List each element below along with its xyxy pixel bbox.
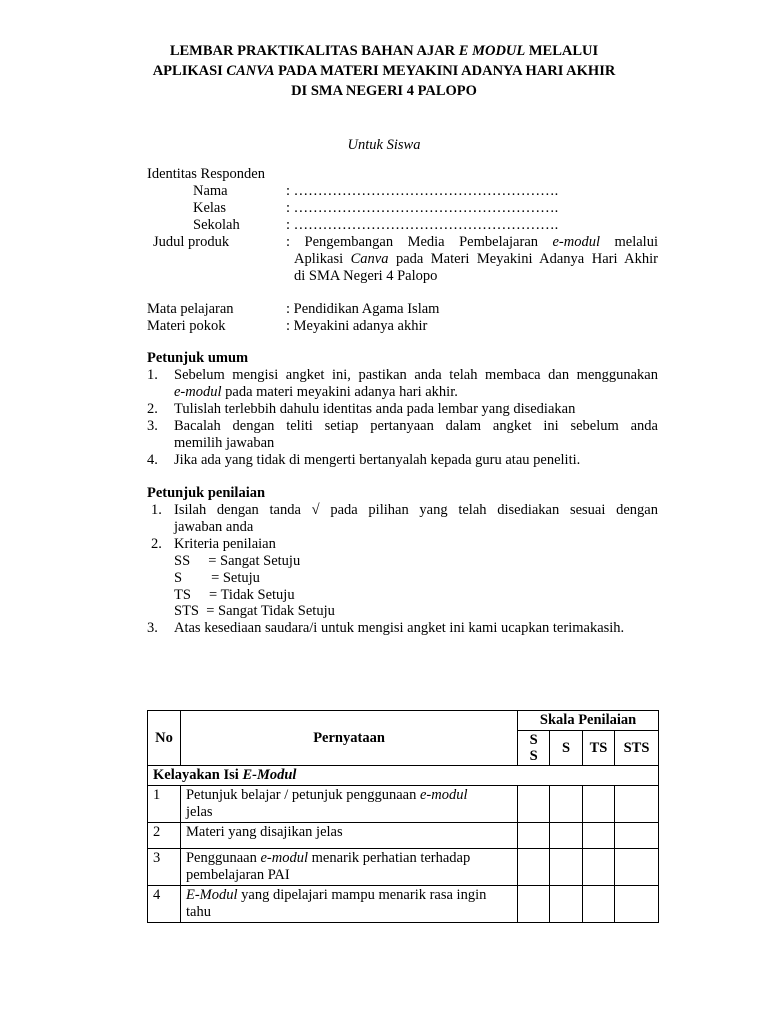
- header-no: No: [148, 711, 181, 766]
- table-row: [148, 849, 659, 886]
- petunjuk-umum-item-1: Sebelum mengisi angket ini, pastikan anda telah membaca dan menggunakan: [174, 367, 658, 383]
- criteria-ss: SS = Sangat Setuju: [174, 553, 301, 569]
- checkbox-ss[interactable]: [518, 886, 550, 923]
- title-text: PADA MATERI MEYAKINI ADANYA HARI AKHIR: [274, 63, 616, 79]
- table-section-row: [148, 766, 659, 786]
- statement-text: tahu: [185, 904, 211, 920]
- header-skala-penilaian: Skala Penilaian: [518, 711, 659, 731]
- petunjuk-umum-item-3-cont: memilih jawaban: [174, 435, 275, 451]
- nama-field: : ……………………………………………….: [286, 183, 559, 199]
- checkbox-ss[interactable]: [518, 849, 550, 886]
- title-italic: CANVA: [226, 63, 275, 79]
- list-number: 1.: [151, 502, 162, 518]
- checkbox-ss[interactable]: [518, 823, 550, 849]
- row-statement: [180, 786, 517, 823]
- subtitle: Untuk Siswa: [347, 137, 421, 153]
- judul-italic: e-modul: [552, 234, 601, 250]
- statement-italic: E-Modul: [185, 887, 238, 903]
- petunjuk-umum-heading: Petunjuk umum: [147, 350, 249, 366]
- item-text: pada materi meyakini adanya hari akhir.: [221, 384, 458, 400]
- nama-label: Nama: [193, 183, 228, 199]
- judul-label: Judul produk: [153, 234, 230, 250]
- mapel-value: : Pendidikan Agama Islam: [286, 301, 440, 317]
- identity-heading: Identitas Responden: [147, 166, 265, 182]
- judul-text: Aplikasi: [294, 251, 351, 267]
- statement-text: Petunjuk belajar / petunjuk penggunaan: [185, 787, 420, 803]
- kelas-field: : ……………………………………………….: [286, 200, 559, 216]
- checkbox-ts[interactable]: [583, 823, 615, 849]
- judul-text: melalui: [600, 234, 658, 250]
- header-s: S: [550, 731, 583, 766]
- checkbox-sts[interactable]: [615, 886, 659, 923]
- mapel-label: Mata pelajaran: [147, 301, 234, 317]
- row-no: 4: [148, 886, 181, 923]
- materi-label: Materi pokok: [147, 318, 226, 334]
- header-ss-char: S: [529, 732, 538, 748]
- header-ts: TS: [583, 731, 615, 766]
- title-text: MELALUI: [525, 43, 599, 59]
- document-title-line-2: [100, 61, 668, 81]
- sekolah-label: Sekolah: [193, 217, 240, 233]
- row-no: 2: [148, 823, 181, 849]
- statement-text: yang dipelajari mampu menarik rasa ingin: [237, 887, 487, 903]
- checkbox-ss[interactable]: [518, 786, 550, 823]
- table-row: [148, 823, 659, 849]
- petunjuk-penilaian-item-2: Kriteria penilaian: [174, 536, 276, 552]
- item-italic: e-modul: [174, 384, 222, 400]
- list-number: 3.: [147, 418, 158, 434]
- petunjuk-penilaian-item-3: Atas kesediaan saudara/i untuk mengisi angket ini kami ucapkan terimakasih.: [174, 620, 625, 636]
- petunjuk-umum-item-4: Jika ada yang tidak di mengerti bertanyalah kepada guru atau peneliti.: [174, 452, 581, 468]
- petunjuk-penilaian-item-1: Isilah dengan tanda √ pada pilihan yang telah disediakan sesuai dengan: [174, 502, 658, 518]
- petunjuk-penilaian-item-1-cont: jawaban anda: [174, 519, 254, 535]
- list-number: 2.: [151, 536, 162, 552]
- checkbox-ts[interactable]: [583, 886, 615, 923]
- list-number: 3.: [147, 620, 158, 636]
- statement-italic: e-modul: [419, 787, 468, 803]
- header-ss-char: S: [529, 748, 538, 764]
- checkbox-sts[interactable]: [615, 786, 659, 823]
- materi-value: : Meyakini adanya akhir: [286, 318, 428, 334]
- row-no: 1: [148, 786, 181, 823]
- petunjuk-umum-item-2: Tulislah terlebbih dahulu identitas anda pada lembar yang disediakan: [174, 401, 576, 417]
- table-row: [148, 786, 659, 823]
- title-text: LEMBAR PRAKTIKALITAS BAHAN AJAR: [169, 43, 459, 59]
- judul-text: : Pengembangan Media Pembelajaran: [286, 234, 553, 250]
- header-sts: STS: [615, 731, 659, 766]
- row-statement: [180, 849, 517, 886]
- table-header-row: [148, 711, 659, 731]
- section-text: Kelayakan Isi: [153, 767, 243, 783]
- rating-table: [147, 710, 659, 923]
- criteria-ts: TS = Tidak Setuju: [174, 587, 295, 603]
- row-no: 3: [148, 849, 181, 886]
- section-kelayakan-isi: [148, 766, 659, 786]
- criteria-s: S = Setuju: [174, 570, 260, 586]
- sekolah-field: : ……………………………………………….: [286, 217, 559, 233]
- statement-italic: e-modul: [260, 850, 308, 866]
- table-row: [148, 886, 659, 923]
- criteria-sts: STS = Sangat Tidak Setuju: [174, 603, 335, 619]
- judul-text: pada Materi Meyakini Adanya Hari Akhir: [388, 251, 658, 267]
- checkbox-s[interactable]: [550, 823, 583, 849]
- checkbox-sts[interactable]: [615, 823, 659, 849]
- statement-text: Penggunaan: [185, 850, 261, 866]
- title-italic: E MODUL: [458, 43, 526, 59]
- petunjuk-umum-item-3: Bacalah dengan teliti setiap pertanyaan dalam angket ini sebelum anda: [174, 418, 658, 434]
- header-ss: [518, 731, 550, 766]
- checkbox-s[interactable]: [550, 849, 583, 886]
- document-title-line-3: DI SMA NEGERI 4 PALOPO: [291, 83, 477, 99]
- row-statement: Materi yang disajikan jelas: [180, 823, 517, 849]
- document-title-line-1: [100, 41, 668, 61]
- kelas-label: Kelas: [193, 200, 227, 216]
- checkbox-ts[interactable]: [583, 849, 615, 886]
- checkbox-ts[interactable]: [583, 786, 615, 823]
- section-italic: E-Modul: [242, 767, 297, 783]
- checkbox-s[interactable]: [550, 786, 583, 823]
- judul-value-line-3: di SMA Negeri 4 Palopo: [294, 268, 438, 284]
- statement-text: menarik perhatian terhadap: [308, 850, 471, 866]
- list-number: 2.: [147, 401, 158, 417]
- checkbox-sts[interactable]: [615, 849, 659, 886]
- petunjuk-penilaian-heading: Petunjuk penilaian: [147, 485, 266, 501]
- petunjuk-umum-item-1-cont: [174, 384, 458, 401]
- judul-value-line-2: [294, 251, 658, 268]
- title-text: APLIKASI: [152, 63, 227, 79]
- list-number: 1.: [147, 367, 158, 383]
- checkbox-s[interactable]: [550, 886, 583, 923]
- judul-italic: Canva: [350, 251, 389, 267]
- statement-text: pembelajaran PAI: [185, 867, 290, 883]
- statement-text: jelas: [185, 804, 213, 820]
- header-pernyataan: Pernyataan: [180, 711, 517, 766]
- list-number: 4.: [147, 452, 158, 468]
- judul-value-line-1: [286, 234, 658, 251]
- row-statement: [180, 886, 517, 923]
